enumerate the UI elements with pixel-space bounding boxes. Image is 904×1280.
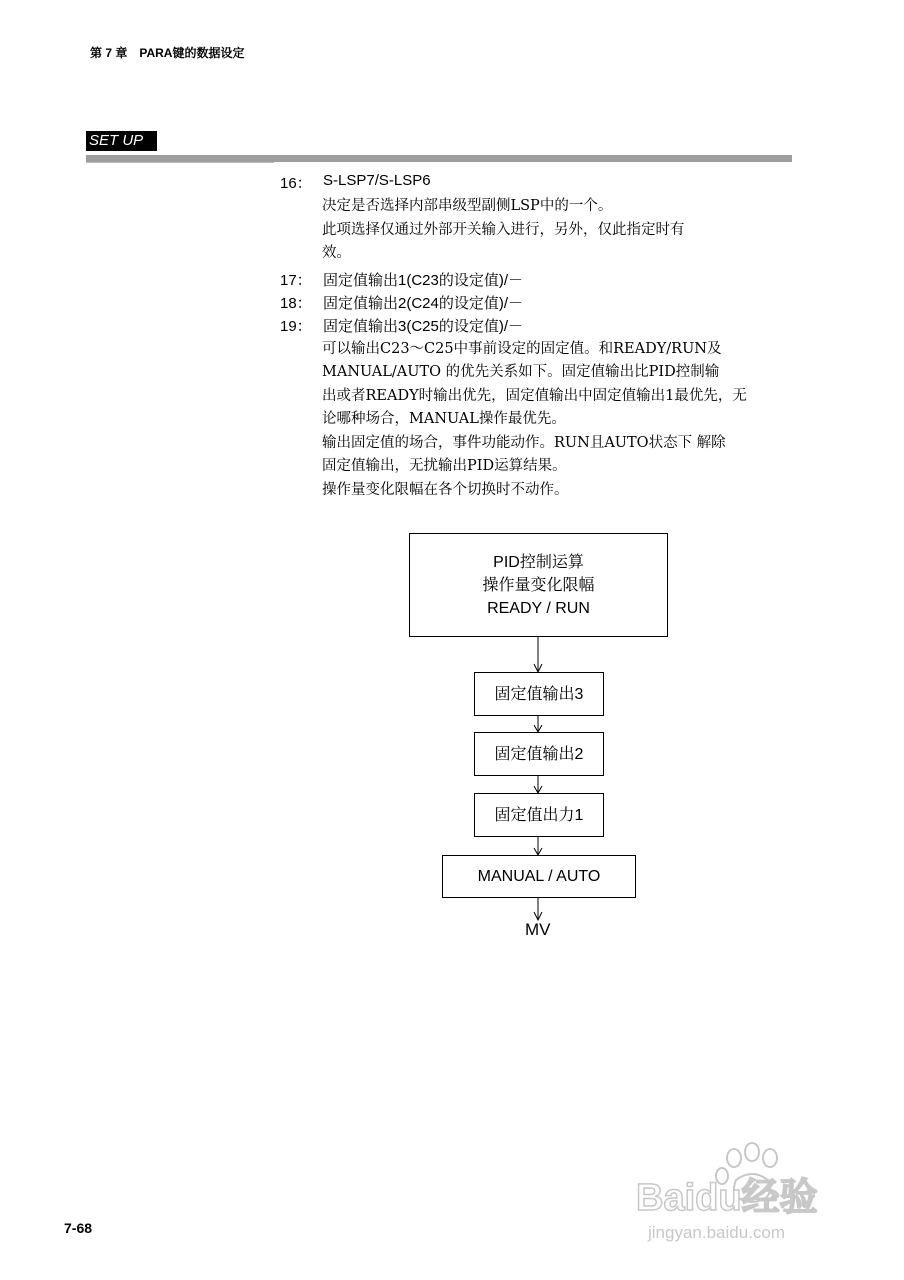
- desc-line: 输出固定值的场合，事件功能动作。RUN且AUTO状态下 解除: [322, 434, 726, 451]
- desc-line: MANUAL/AUTO 的优先关系如下。固定值输出比PID控制输: [322, 364, 720, 380]
- item-title: 固定值输出1(C23的设定值)/－: [323, 271, 524, 289]
- item-number: 18：: [280, 294, 312, 312]
- page-number: 7-68: [64, 1220, 93, 1236]
- watermark-url: jingyan.baidu.com: [648, 1223, 786, 1242]
- paw-toe-icon: [763, 1149, 777, 1167]
- desc-line: 论哪种场合，MANUAL操作最优先。: [322, 411, 566, 427]
- fixed-output-1-box: 固定值出力1: [474, 793, 604, 837]
- item-number: 16：: [280, 175, 312, 192]
- fixed-output-2-box: 固定值输出2: [474, 732, 604, 776]
- section-tab: SET UP: [86, 131, 157, 151]
- watermark-brand: Baidu经验: [636, 1177, 818, 1219]
- paw-toe-icon: [727, 1149, 741, 1167]
- paw-toe-icon: [745, 1143, 759, 1161]
- fixed-output-3-box: 固定值输出3: [474, 672, 604, 716]
- box-line: PID控制运算: [493, 553, 584, 571]
- baidu-watermark-logo: [636, 1140, 866, 1250]
- mv-output-label: MV: [525, 920, 551, 939]
- manual-auto-box: MANUAL / AUTO: [442, 855, 636, 898]
- item-title: 固定值输出3(C25的设定值)/－: [323, 317, 524, 335]
- box-line: READY / RUN: [487, 599, 590, 617]
- pid-control-box: [409, 533, 668, 637]
- desc-line: 此项选择仅通过外部开关输入进行，另外，仅此指定时有: [322, 221, 685, 238]
- desc-line: 出或者READY时输出优先，固定值输出中固定值输出1最优先，无: [322, 387, 747, 404]
- item-title: S-LSP7/S-LSP6: [323, 172, 431, 189]
- desc-line: 固定值输出，无扰输出PID运算结果。: [322, 458, 567, 474]
- desc-line: 效。: [322, 245, 351, 261]
- desc-line: 可以输出C23～C25中事前设定的固定值。和READY/RUN及: [322, 340, 722, 357]
- desc-line: 操作量变化限幅在各个切换时不动作。: [322, 481, 569, 498]
- item-number: 19：: [280, 317, 312, 335]
- item-number: 17：: [280, 271, 312, 289]
- desc-line: 决定是否选择内部串级型副侧LSP中的一个。: [322, 198, 613, 214]
- box-line: 操作量变化限幅: [482, 576, 595, 594]
- chapter-header: 第 7 章 PARA键的数据设定: [90, 46, 245, 60]
- item-title: 固定值输出2(C24的设定值)/－: [323, 294, 524, 312]
